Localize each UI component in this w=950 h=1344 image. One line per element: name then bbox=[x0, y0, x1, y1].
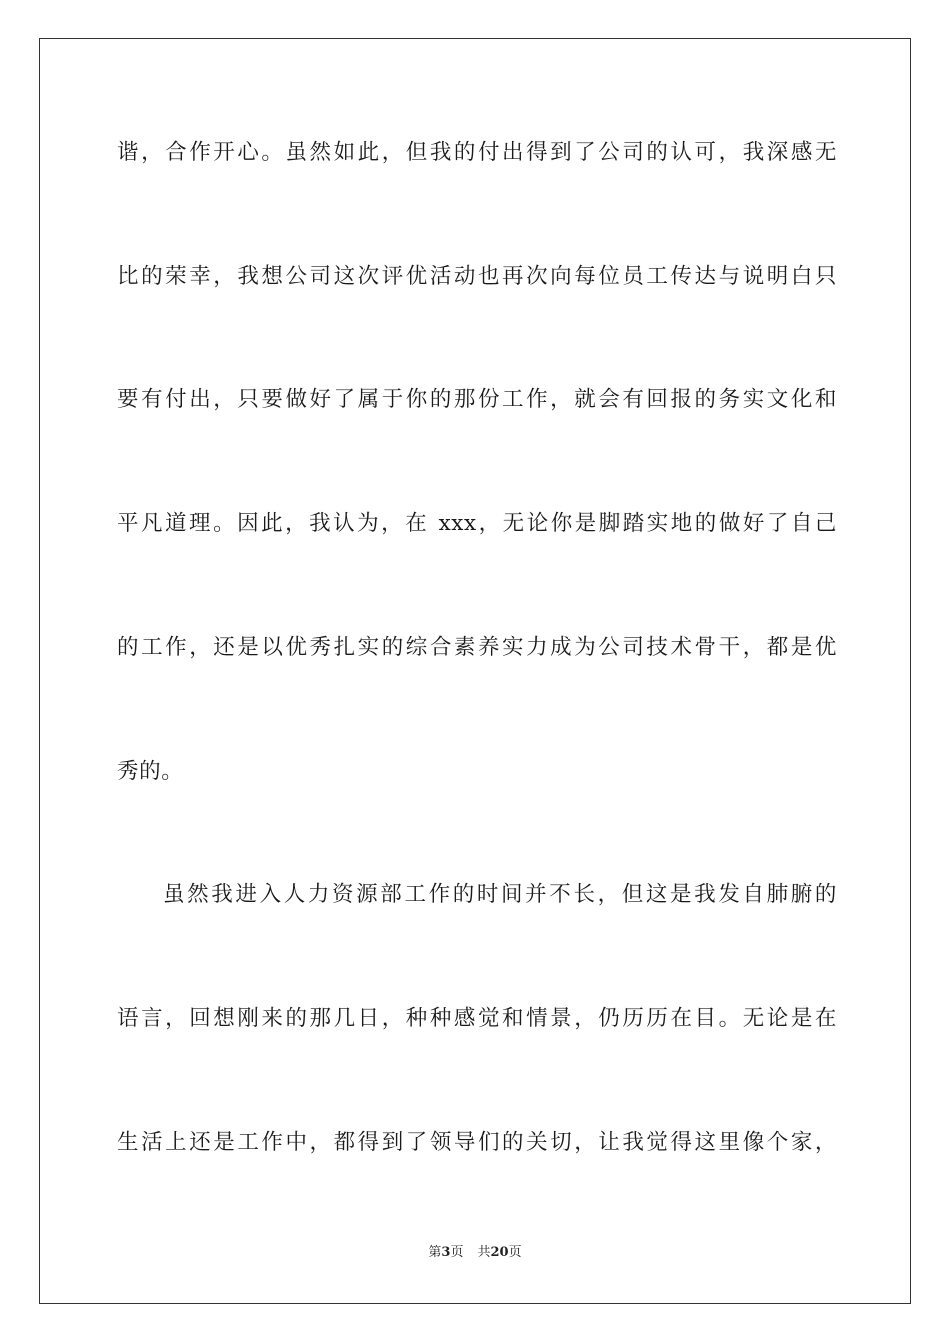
page-prefix: 第 bbox=[428, 1245, 442, 1260]
page-suffix: 页 bbox=[450, 1245, 464, 1260]
paragraph-line: 要有付出，只要做好了属于你的那份工作，就会有回报的务实文化和 bbox=[117, 387, 837, 412]
page-footer bbox=[0, 1244, 950, 1262]
paragraph-line: 的工作，还是以优秀扎实的综合素养实力成为公司技术骨干，都是优 bbox=[117, 635, 837, 660]
paragraph-line: 比的荣幸，我想公司这次评优活动也再次向每位员工传达与说明白只 bbox=[117, 264, 837, 289]
page-border bbox=[39, 38, 911, 1304]
total-pages: 20 bbox=[490, 1245, 509, 1260]
paragraph-first-line: 虽然我进入人力资源部工作的时间并不长，但这是我发自肺腑的 bbox=[163, 882, 837, 907]
paragraph-line: 平凡道理。因此，我认为，在 xxx，无论你是脚踏实地的做好了自己 bbox=[117, 511, 837, 536]
paragraph-line: 生活上还是工作中，都得到了领导们的关切，让我觉得这里像个家， bbox=[117, 1130, 837, 1155]
paragraph-line: 谐，合作开心。虽然如此，但我的付出得到了公司的认可，我深感无 bbox=[117, 140, 837, 165]
total-prefix: 共 bbox=[477, 1245, 491, 1260]
total-suffix: 页 bbox=[508, 1245, 522, 1260]
page-number: 3 bbox=[441, 1245, 451, 1260]
paragraph-line: 语言，回想刚来的那几日，种种感觉和情景，仍历历在目。无论是在 bbox=[117, 1006, 837, 1031]
paragraph-line: 秀的。 bbox=[117, 759, 184, 784]
